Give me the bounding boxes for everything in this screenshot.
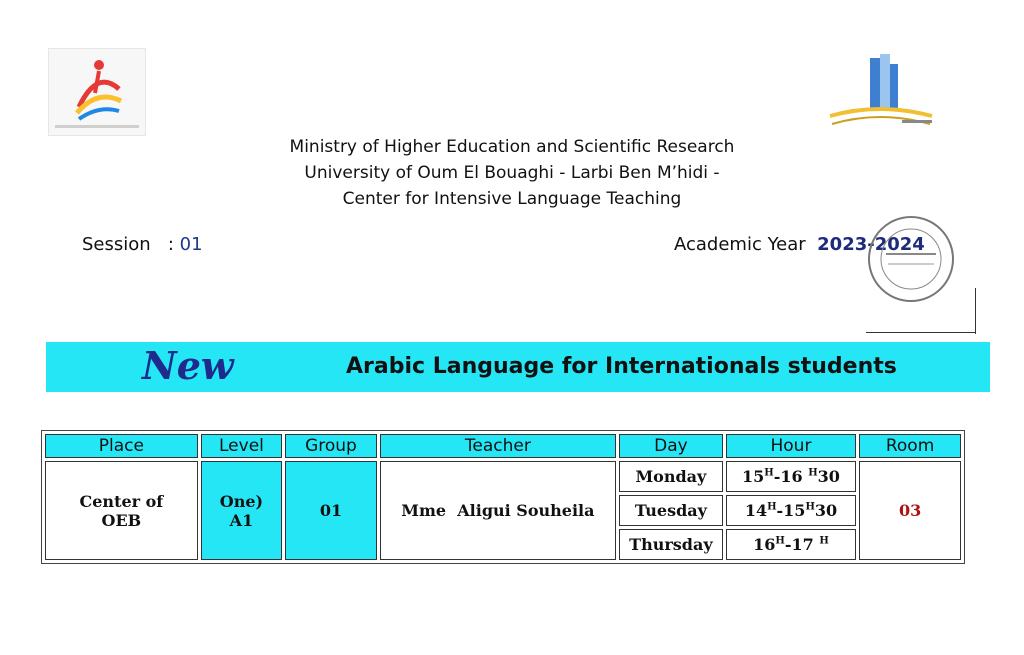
table-header-row bbox=[45, 434, 961, 458]
header-day: Day bbox=[619, 434, 723, 458]
table-row bbox=[45, 461, 961, 492]
session-label: Session bbox=[82, 234, 151, 255]
signature-line-vertical bbox=[975, 288, 976, 334]
teacher-cell: Mme Aligui Souheila bbox=[380, 461, 616, 560]
place-line-2: OEB bbox=[101, 510, 142, 530]
official-stamp bbox=[866, 214, 956, 304]
signature-line bbox=[866, 332, 976, 333]
hour-cell-thursday: $16^H-17$ $^H$ bbox=[726, 529, 856, 560]
level-line-1: One) bbox=[219, 491, 264, 511]
header-place: Place bbox=[45, 434, 198, 458]
place-line-1: Center of bbox=[79, 491, 164, 511]
room-cell: 03 bbox=[859, 461, 961, 560]
course-banner bbox=[46, 342, 990, 392]
ministry-line: Ministry of Higher Education and Scientific Research bbox=[289, 137, 735, 157]
academic-year-label: Academic Year bbox=[674, 234, 806, 255]
center-logo bbox=[48, 48, 146, 136]
hour-cell-monday: $15^H-16$ $^H$30 bbox=[726, 461, 856, 492]
level-cell bbox=[201, 461, 282, 560]
level-line-2: A1 bbox=[229, 510, 254, 530]
course-title: Arabic Language for Internationals students bbox=[346, 354, 897, 379]
group-cell: 01 bbox=[285, 461, 377, 560]
place-cell bbox=[45, 461, 198, 560]
center-line: Center for Intensive Language Teaching bbox=[342, 189, 682, 209]
session-value: 01 bbox=[179, 234, 203, 255]
hour-cell-tuesday: $14^H-15^H30$ bbox=[726, 495, 856, 526]
day-cell-tuesday: Tuesday bbox=[619, 495, 723, 526]
university-line: University of Oum El Bouaghi - Larbi Ben M’hidi - bbox=[304, 163, 720, 183]
new-tag: New bbox=[142, 343, 234, 388]
header-room: Room bbox=[859, 434, 961, 458]
header-group: Group bbox=[285, 434, 377, 458]
day-cell-thursday: Thursday bbox=[619, 529, 723, 560]
session-sep: : bbox=[167, 234, 174, 255]
header-level: Level bbox=[201, 434, 282, 458]
university-logo bbox=[822, 50, 938, 134]
academic-year-value: 2023-2024 bbox=[817, 234, 925, 255]
session-info bbox=[82, 234, 203, 255]
schedule-table bbox=[41, 430, 965, 564]
header-hour: Hour bbox=[726, 434, 856, 458]
institution-header bbox=[200, 134, 824, 212]
header-teacher: Teacher bbox=[380, 434, 616, 458]
day-cell-monday: Monday bbox=[619, 461, 723, 492]
